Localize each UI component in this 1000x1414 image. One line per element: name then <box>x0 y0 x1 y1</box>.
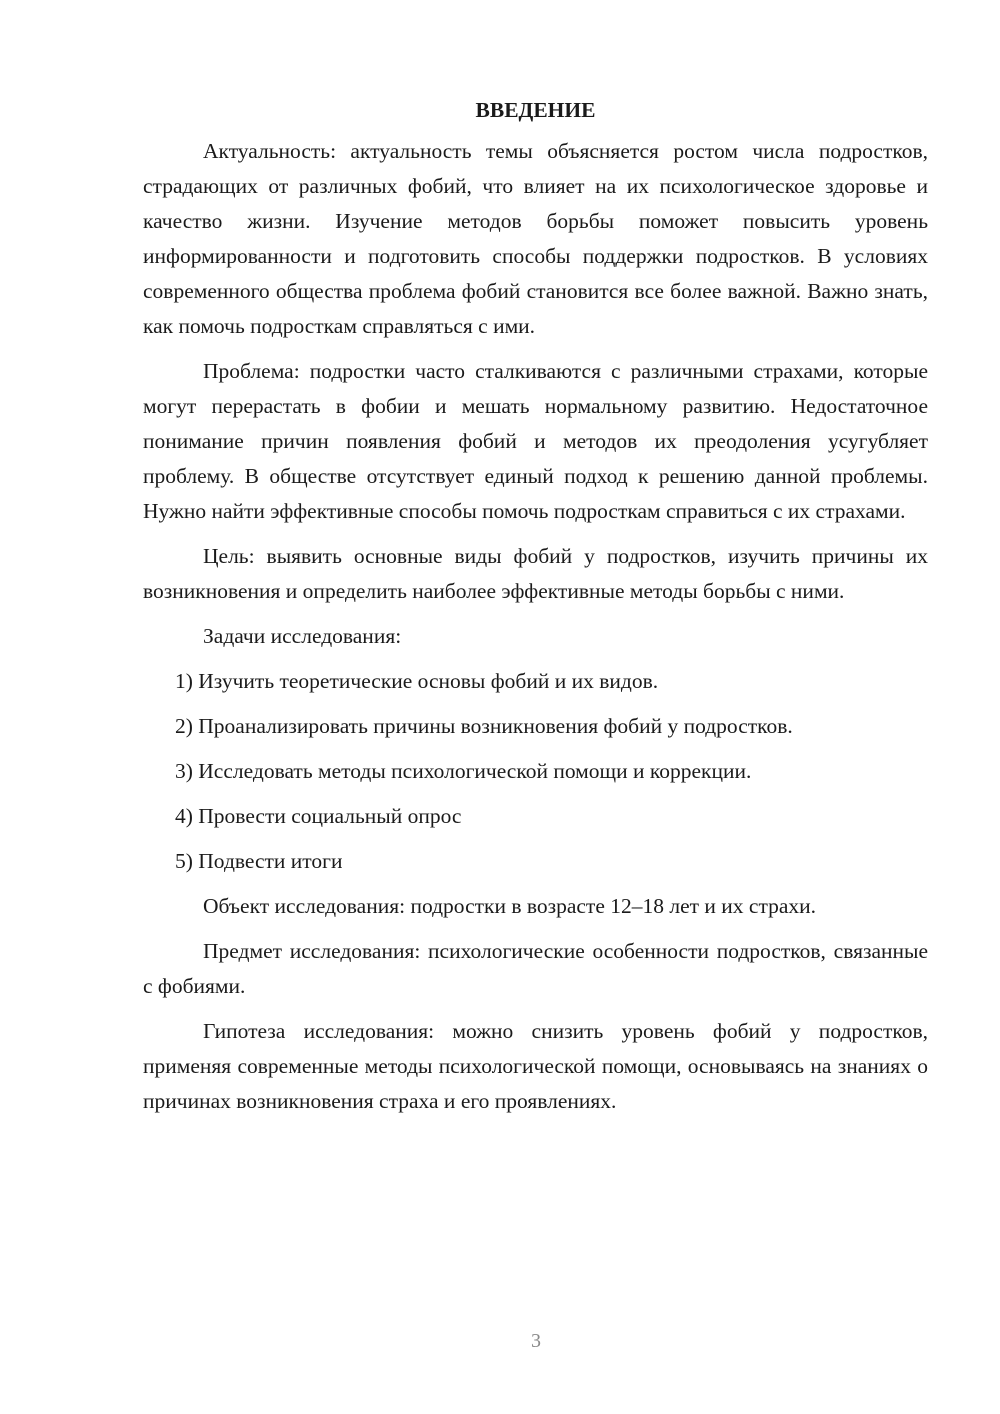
paragraph-relevance: Актуальность: актуальность темы объясняется ростом числа подростков, страдающих от различных фобий, что влияет на их психологическое здоровье и качество жизни. Изучение методов борьбы поможет повысить уровень информированности и подготовить способы поддержки подростков. В условиях современного общества проблема фобий становится все более важной. Важно знать, как помочь подросткам справляться с ими. <box>143 139 928 338</box>
page-number: 3 <box>531 1330 541 1352</box>
task-item: 1) Изучить теоретические основы фобий и их видов. <box>175 669 659 693</box>
paragraph-goal: Цель: выявить основные виды фобий у подростков, изучить причины их возникновения и определить наиболее эффективные методы борьбы с ними. <box>143 544 928 603</box>
task-item: 4) Провести социальный опрос <box>175 804 462 828</box>
tasks-list <box>143 664 928 879</box>
page-title: ВВЕДЕНИЕ <box>475 98 596 122</box>
paragraph-hypothesis: Гипотеза исследования: можно снизить уровень фобий у подростков, применяя современные методы психологической помощи, основываясь на знаниях о причинах возникновения страха и его проявлениях. <box>143 1019 928 1113</box>
task-item: 5) Подвести итоги <box>175 849 343 873</box>
task-item: 2) Проанализировать причины возникновения фобий у подростков. <box>175 714 793 738</box>
paragraph-subject: Предмет исследования: психологические особенности подростков, связанные с фобиями. <box>143 939 928 998</box>
paragraph-problem: Проблема: подростки часто сталкиваются с различными страхами, которые могут перерастать в фобии и мешать нормальному развитию. Недостаточное понимание причин появления фобий и методов их преодоления усугубляет проблему. В обществе отсутствует единый подход к решению данной проблемы. Нужно найти эффективные способы помочь подросткам справиться с их страхами. <box>143 359 928 523</box>
document-page <box>143 92 928 1129</box>
tasks-heading: Задачи исследования: <box>203 624 402 648</box>
paragraph-object: Объект исследования: подростки в возрасте 12–18 лет и их страхи. <box>203 894 817 918</box>
task-item: 3) Исследовать методы психологической помощи и коррекции. <box>175 759 752 783</box>
